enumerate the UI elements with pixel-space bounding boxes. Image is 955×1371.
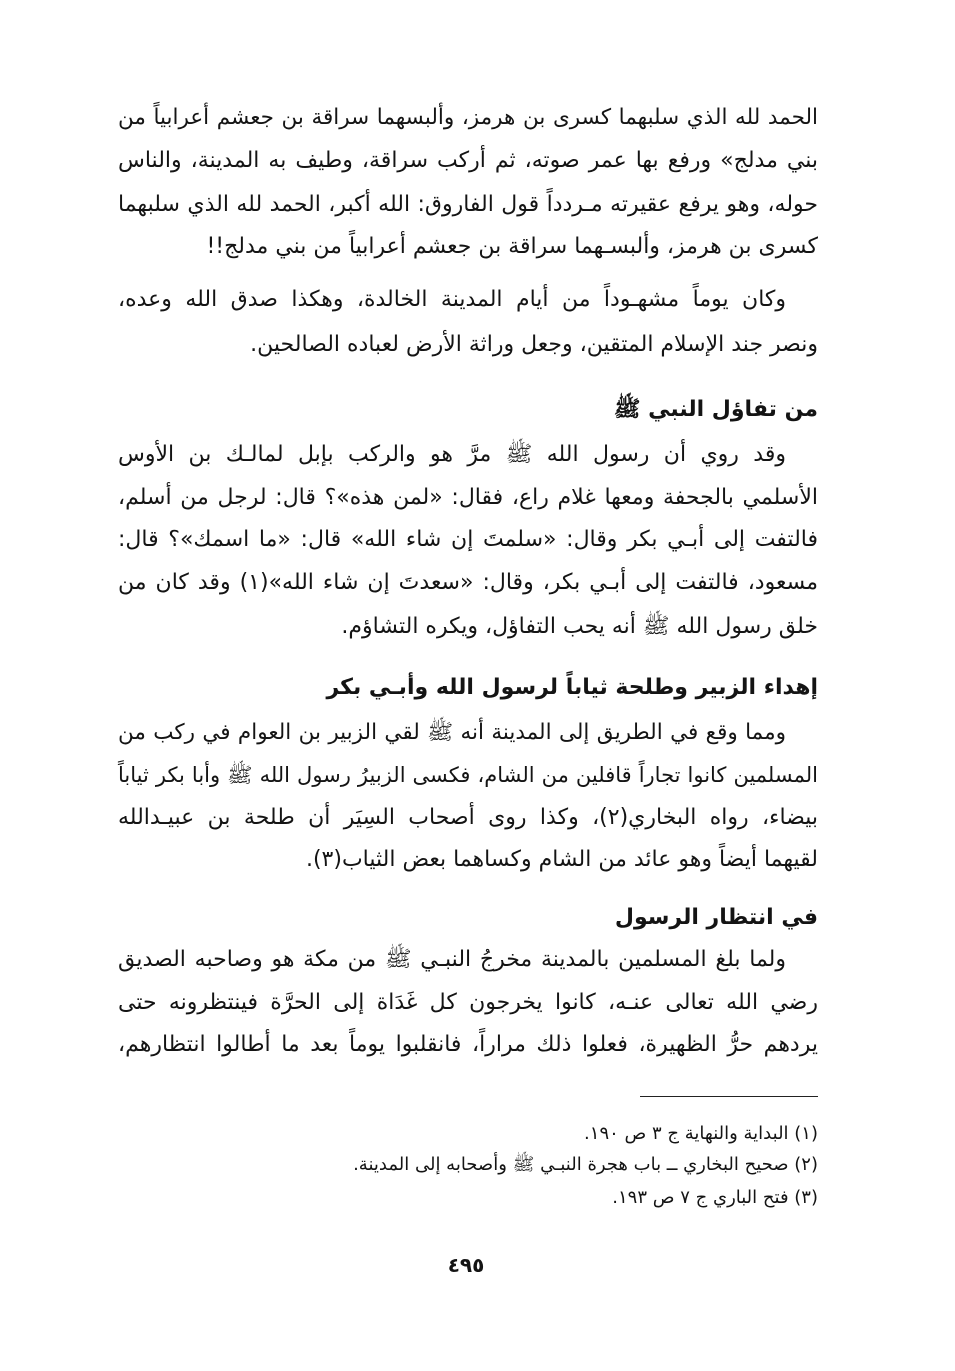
body-line: خلق رسول الله ﷺ أنه يحب التفاؤل، ويكره التشاؤم. (341, 614, 818, 639)
body-line: بيضاء، رواه البخاري(٢)، وكذا روى أصحاب السِيَر أن طلحة بن عبيـدالله (118, 805, 819, 830)
footnote: (١) البداية والنهاية ج ٣ ص ١٩٠. (584, 1123, 818, 1144)
paragraph-first-line: ولما بلغ المسلمين بالمدينة مخرجُ النبـي ﷺ من مكة هو وصاحبه الصديق (118, 947, 786, 972)
body-line: كسرى بن هرمز، وألبسـهما سراقة بن جعشم أعرابياً من بني مدلج!! (206, 234, 818, 259)
page-number: ٤٩٥ (447, 1253, 485, 1277)
footnote: (٣) فتح الباري ج ٧ ص ١٩٣. (612, 1187, 818, 1208)
section-heading: من تفاؤل النبي ﷺ (613, 397, 818, 422)
paragraph-first-line: وكان يوماً مشهـوداً من أيام المدينة الخالدة، وهكذا صدق الله وعده، (118, 287, 786, 312)
footnote: (٢) صحيح البخاري ــ باب هجرة النبـي ﷺ وأصحابه إلى المدينة. (353, 1154, 818, 1175)
footnote-separator (640, 1096, 818, 1097)
paragraph-first-line: وقد روي أن رسول الله ﷺ مرَّ هو والركب بإبل لمالـك بن الأوس (118, 442, 786, 467)
body-line: لقيهما أيضاً وهو عائد من الشام وكساهما بعض الثياب(٣). (305, 847, 818, 872)
body-line: مسعود، فالتفت إلى أبـي بكر، وقال: «سعدتَ إن شاء الله»(١) وقد كان من (118, 570, 818, 595)
body-line: حوله، وهو يرفع عقيرته مـردداً قول الفاروق: الله أكبر، الحمد لله الذي سلبهما (118, 192, 818, 217)
body-line: فالتفت إلى أبـي بكر وقال: «سلمتَ إن شاء الله» قال: «ما اسمك»؟ قال: (118, 527, 818, 552)
body-line: رضي الله تعالى عنـه، كانوا يخرجون كل غَدَاة إلى الحرَّة فينتظرونه حتى (118, 990, 818, 1015)
paragraph-first-line: ومما وقع في الطريق إلى المدينة أنه ﷺ لقي الزبير بن العوام في ركب من (118, 720, 786, 745)
body-line: يردهم حرُّ الظهيرة، فعلوا ذلك مراراً، فانقلبوا يوماً بعد ما أطالوا انتظارهم، (118, 1032, 818, 1057)
section-heading: في انتظار الرسول (614, 905, 818, 930)
body-line: ونصر جند الإسلام المتقين، وجعل وراثة الأرض لعباده الصالحين. (250, 332, 818, 357)
body-line: الأسلمي بالجحفة ومعها غلام راع، فقال: «لمن هذه»؟ قال: لرجل من أسلم، (118, 485, 818, 510)
body-line: المسلمين كانوا تجاراً قافلين من الشام، فكسى الزبيرُ رسول الله ﷺ وأبا بكر ثياباً (118, 763, 818, 787)
body-line: الحمد لله الذي سلبهما كسرى بن هرمز، وألبسهما سراقة بن جعشم أعرابياً من (118, 105, 818, 130)
body-line: بني مدلج» ورفع بها عمر صوته، ثم أركب سراقة، وطيف به المدينة، والناس (118, 148, 818, 173)
section-heading: إهداء الزبير وطلحة ثياباً لرسول الله وأبـي بكر (326, 675, 818, 700)
